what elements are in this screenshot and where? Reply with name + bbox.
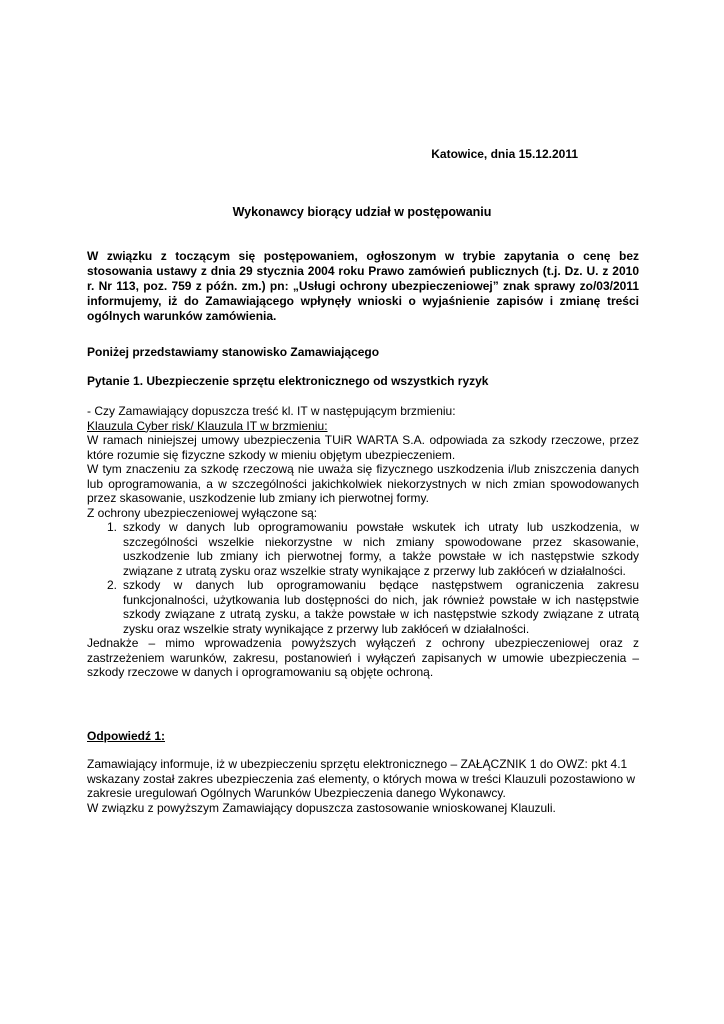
clause-paragraph-2: W tym znaczeniu za szkodę rzeczową nie uważa się fizycznego uszkodzenia i/lub zniszczenia danych lub oprogramowania, a w szczególności jakichkolwiek niekorzystnych w nich zmian spowodowanych przez skasowanie, uszkodzenie lub zmiany ich pierwotnej formy. [87,462,639,505]
clause-closing: Jednakże – mimo wprowadzenia powyższych wyłączeń z ochrony ubezpieczeniowej oraz z zastrzeżeniem warunków, zakresu, postanowień i wyłączeń zapisanych w umowie ubezpieczenia – szkody rzeczowe w danych i oprogramowaniu są objęte ochroną. [87,636,639,679]
list-item [87,520,639,578]
question-ask: - Czy Zamawiający dopuszcza treść kl. IT w następującym brzmieniu: [87,404,456,418]
question-heading: Pytanie 1. Ubezpieczenie sprzętu elektronicznego od wszystkich ryzyk [87,374,489,388]
addressee-heading: Wykonawcy biorący udział w postępowaniu [232,205,492,219]
intro-paragraph: W związku z toczącym się postępowaniem, ogłoszonym w trybie zapytania o cenę bez stosowania ustawy z dnia 29 stycznia 2004 roku Prawo zamówień publicznych (t.j. Dz. U. z 2010 r. Nr 113, poz. 759 z późn. zm.) pn: „Usługi ochrony ubezpieczeniowej” znak sprawy zo/03/2011 informujemy, iż do Zamawiającego wpłynęły wnioski o wyjaśnienie zapisów i zmianę treści ogólnych warunków zamówienia. [87,249,639,323]
list-item-number: 2. [107,578,118,592]
answer-paragraph-1: Zamawiający informuje, iż w ubezpieczeniu sprzętu elektronicznego – ZAŁĄCZNIK 1 do OWZ: pkt 4.1 wskazany został zakres ubezpieczenia zaś elementy, o których mowa w treści Klauzuli pozostawiono w zakresie uregulowań Ogólnych Warunków Ubezpieczenia danego Wykonawcy. [87,757,636,800]
answer-paragraph-2: W związku z powyższym Zamawiający dopuszcza zastosowanie wnioskowanej Klauzuli. [87,800,556,815]
list-item-text: szkody w danych lub oprogramowaniu powstałe wskutek ich utraty lub uszkodzenia, w szczególności wszelkie niekorzystne w nich zmiany spowodowane przez skasowanie, uszkodzenie lub zmiany ich pierwotnej formy, a także powstałe w ich następstwie szkody związane z utratą zysku oraz wszelkie straty wynikające z przerwy lub zakłóceń w działalności. [123,520,639,578]
date-line: Katowice, dnia 15.12.2011 [431,147,578,161]
exclusions-intro: Z ochrony ubezpieczeniowej wyłączone są: [87,505,318,520]
list-item-number: 1. [107,520,118,534]
list-item-text: szkody w danych lub oprogramowaniu będące następstwem ograniczenia zakresu funkcjonalności, użytkowania lub dostępności do nich, jak również powstałe w ich następstwie szkody związane z utratą zysku, a także powstałe w ich następstwie szkody związane z utratą zysku oraz wszelkie straty wynikające z przerwy lub zakłóceń w działalności. [123,578,639,636]
clause-paragraph-1: W ramach niniejszej umowy ubezpieczenia TUiR WARTA S.A. odpowiada za szkody rzeczowe, przez które rozumie się fizyczne szkody w mieniu objętym ubezpieczeniem. [87,433,639,462]
exclusions-list [87,520,639,636]
list-item [87,578,639,636]
position-heading: Poniżej przedstawiamy stanowisko Zamawiającego [87,345,380,359]
answer-body [87,757,639,815]
answer-heading: Odpowiedź 1: [87,729,165,743]
question-body [87,404,639,680]
clause-title: Klauzula Cyber risk/ Klauzula IT w brzmieniu: [87,418,328,433]
